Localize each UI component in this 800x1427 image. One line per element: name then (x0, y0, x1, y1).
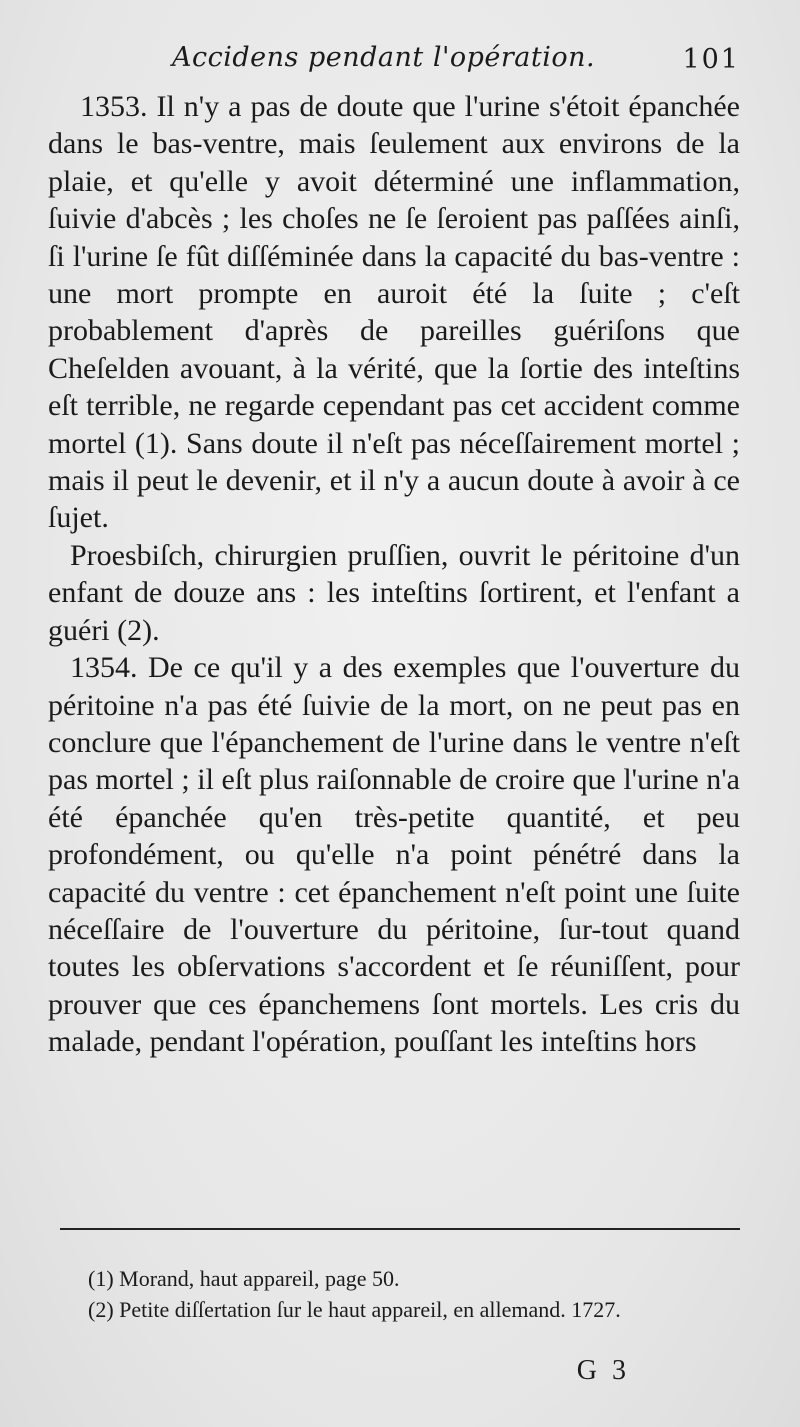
footnote-2: (2) Petite diſſertation ſur le haut appareil, en allemand. 1727. (88, 1297, 621, 1322)
footnote-1: (1) Morand, haut appareil, page 50. (88, 1266, 400, 1291)
signature-mark: G 3 (576, 1355, 630, 1386)
page-header (60, 42, 740, 90)
footnotes (62, 1263, 740, 1325)
body-text (48, 88, 740, 1061)
footnote-rule (60, 1228, 740, 1230)
page-number: 101 (682, 44, 740, 75)
paragraph-1353: 1353. Il n'y a pas de doute que l'urine s'étoit épanchée dans le bas-ventre, mais ſeulement aux environs de la plaie, et qu'elle y avoit déterminé une inflammation, ſuivie d'abcès ; les choſes ne ſe ſeroient pas paſſées ainſi, ſi l'urine ſe fût diſſéminée dans la capacité du bas-ventre : une mort prompte en auroit été la ſuite ; c'eſt probablement d'après de pareilles guériſons que Cheſelden avouant, à la vérité, que la ſortie des inteſtins eſt terrible, ne regarde cependant pas cet accident comme mortel (1). Sans doute il n'eſt pas néceſſairement mortel ; mais il peut le devenir, et il n'y a aucun doute à avoir à ce ſujet. (48, 90, 740, 535)
paragraph-proesbisch: Proesbiſch, chirurgien pruſſien, ouvrit le péritoine d'un enfant de douze ans : les inteſtins ſortirent, et l'enfant a guéri (2). (48, 538, 740, 647)
running-title: Accidens pendant l'opération. (172, 42, 596, 73)
paragraph-1354: 1354. De ce qu'il y a des exemples que l'ouverture du péritoine n'a pas été ſuivie de la mort, on ne peut pas en conclure que l'épanchement de l'urine dans le ventre n'eſt pas mortel ; il eſt plus raiſonnable de croire que l'urine n'a été épanchée qu'en très-petite quantité, et peu profondément, ou qu'elle n'a point pénétré dans la capacité du ventre : cet épanchement n'eſt point une ſuite néceſſaire de l'ouverture du péritoine, ſur-tout quand toutes les obſervations s'accordent et ſe réuniſſent, pour prouver que ces épanchemens ſont mortels. Les cris du malade, pendant l'opération, pouſſant les inteſtins hors (48, 651, 740, 1059)
